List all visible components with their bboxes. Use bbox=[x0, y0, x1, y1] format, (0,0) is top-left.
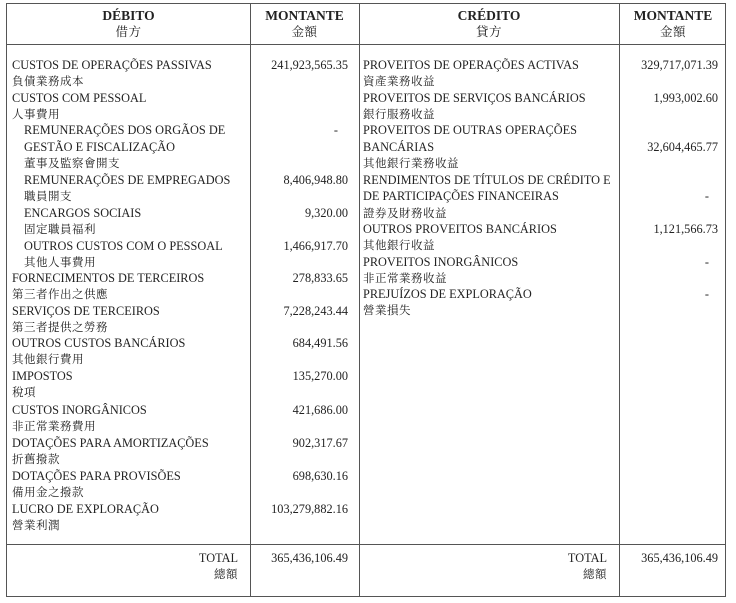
amount2-header bbox=[619, 8, 727, 40]
credit-row-label: PREJUÍZOS DE EXPLORAÇÃO bbox=[363, 287, 532, 301]
debit-row-label: ENCARGOS SOCIAIS bbox=[24, 206, 142, 220]
debit-row-label-zh: 第三者提供之勞務 bbox=[12, 320, 108, 334]
credit-row-label-line2: DE PARTICIPAÇÕES FINANCEIRAS bbox=[363, 189, 559, 203]
debit-row-label: IMPOSTOS bbox=[12, 369, 73, 383]
debit-row-label: CUSTOS COM PESSOAL bbox=[12, 91, 147, 105]
debit-row-label-zh: 負債業務成本 bbox=[12, 74, 84, 88]
credit-row-label-zh: 其他銀行收益 bbox=[363, 238, 435, 252]
debit-row-label: REMUNERAÇÕES DOS ORGÃOS DE bbox=[24, 123, 226, 137]
debit-row-amount: 902,317.67 bbox=[292, 436, 348, 450]
credit-row-label: OUTROS PROVEITOS BANCÁRIOS bbox=[363, 222, 557, 236]
credit-row-amount: 32,604,465.77 bbox=[647, 140, 718, 154]
credit-row-label: PROVEITOS DE OPERAÇÕES ACTIVAS bbox=[363, 58, 579, 72]
credit-row-label: PROVEITOS DE OUTRAS OPERAÇÕES bbox=[363, 123, 577, 137]
debit-row-label-zh: 固定職員福利 bbox=[24, 222, 96, 236]
credit-header-pt: CRÉDITO bbox=[457, 8, 521, 23]
debit-row-label-line2: GESTÃO E FISCALIZAÇÃO bbox=[24, 140, 175, 154]
debit-row-label: CUSTOS DE OPERAÇÕES PASSIVAS bbox=[12, 58, 212, 72]
debit-row-amount: 421,686.00 bbox=[292, 403, 348, 417]
credit-row-amount: - bbox=[704, 189, 709, 203]
debit-row-label: FORNECIMENTOS DE TERCEIROS bbox=[12, 271, 205, 285]
credit-row-amount: 1,993,002.60 bbox=[653, 91, 718, 105]
amount2-header-zh: 金額 bbox=[659, 24, 686, 39]
debit-row-amount: 278,833.65 bbox=[292, 271, 348, 285]
amount2-header-pt: MONTANTE bbox=[633, 8, 713, 23]
debit-row-label-zh: 稅項 bbox=[12, 385, 36, 399]
amount-header bbox=[250, 8, 359, 40]
credit-row-label: PROVEITOS DE SERVIÇOS BANCÁRIOS bbox=[363, 91, 586, 105]
credit-total-amount: 365,436,106.49 bbox=[641, 551, 718, 565]
debit-row-amount: 698,630.16 bbox=[292, 469, 348, 483]
total-divider bbox=[7, 544, 725, 545]
amount-header-zh: 金額 bbox=[291, 24, 318, 39]
credit-total-label-zh: 總額 bbox=[583, 567, 607, 581]
credit-row-amount: - bbox=[704, 255, 709, 269]
debit-total-label-zh: 總額 bbox=[214, 567, 238, 581]
credit-row-label: RENDIMENTOS DE TÍTULOS DE CRÉDITO E bbox=[363, 173, 611, 187]
debit-row-label-zh: 折舊撥款 bbox=[12, 452, 60, 466]
credit-row-label-zh: 非正常業務收益 bbox=[363, 271, 447, 285]
debit-row-label-zh: 人事費用 bbox=[12, 107, 60, 121]
debit-row-label-zh: 其他銀行費用 bbox=[12, 352, 84, 366]
column-divider bbox=[359, 4, 360, 596]
debit-row-amount: - bbox=[333, 123, 338, 137]
credit-header-zh: 貸方 bbox=[475, 24, 502, 39]
debit-row-label-zh: 非正常業務費用 bbox=[12, 419, 96, 433]
credit-header bbox=[359, 8, 619, 40]
debit-row-amount: 1,466,917.70 bbox=[283, 239, 348, 253]
debit-row-label: LUCRO DE EXPLORAÇÃO bbox=[12, 502, 159, 516]
debit-row-label-zh: 董事及監察會開支 bbox=[24, 156, 120, 170]
credit-row-label-zh: 銀行服務收益 bbox=[363, 107, 435, 121]
debit-header bbox=[7, 8, 250, 40]
debit-header-zh: 借方 bbox=[115, 24, 142, 39]
debit-total-amount: 365,436,106.49 bbox=[271, 551, 348, 565]
debit-row-label: REMUNERAÇÕES DE EMPREGADOS bbox=[24, 173, 231, 187]
debit-row-amount: 9,320.00 bbox=[304, 206, 348, 220]
debit-total-label: TOTAL bbox=[198, 551, 238, 565]
debit-row-amount: 241,923,565.35 bbox=[271, 58, 348, 72]
debit-row-label: DOTAÇÕES PARA PROVISÕES bbox=[12, 469, 181, 483]
credit-row-label-zh: 證券及財務收益 bbox=[363, 206, 447, 220]
credit-row-label-zh: 資產業務收益 bbox=[363, 74, 435, 88]
header-divider bbox=[7, 44, 725, 45]
credit-row-amount: - bbox=[704, 287, 709, 301]
credit-row-label-zh: 其他銀行業務收益 bbox=[363, 156, 459, 170]
credit-row-amount: 329,717,071.39 bbox=[641, 58, 718, 72]
debit-row-amount: 684,491.56 bbox=[292, 336, 348, 350]
debit-row-label-zh: 第三者作出之供應 bbox=[12, 287, 108, 301]
credit-total-label: TOTAL bbox=[567, 551, 607, 565]
debit-row-label: CUSTOS INORGÂNICOS bbox=[12, 403, 147, 417]
debit-row-amount: 7,228,243.44 bbox=[283, 304, 348, 318]
debit-header-pt: DÉBITO bbox=[102, 8, 155, 23]
debit-row-label-zh: 備用金之撥款 bbox=[12, 485, 84, 499]
debit-row-label: OUTROS CUSTOS BANCÁRIOS bbox=[12, 336, 186, 350]
amount-header-pt: MONTANTE bbox=[265, 8, 344, 23]
profit-loss-table bbox=[6, 3, 726, 597]
debit-row-label-zh: 營業利潤 bbox=[12, 518, 60, 532]
debit-row-label: OUTROS CUSTOS COM O PESSOAL bbox=[24, 239, 223, 253]
debit-row-label: SERVIÇOS DE TERCEIROS bbox=[12, 304, 160, 318]
credit-row-amount: 1,121,566.73 bbox=[653, 222, 718, 236]
debit-row-amount: 8,406,948.80 bbox=[283, 173, 348, 187]
debit-row-label-zh: 職員開支 bbox=[24, 189, 72, 203]
credit-row-label-zh: 營業損失 bbox=[363, 303, 411, 317]
debit-row-amount: 103,279,882.16 bbox=[271, 502, 348, 516]
credit-row-label-line2: BANCÁRIAS bbox=[363, 140, 435, 154]
debit-row-amount: 135,270.00 bbox=[292, 369, 348, 383]
debit-row-label-zh: 其他人事費用 bbox=[24, 255, 96, 269]
column-divider bbox=[619, 4, 620, 596]
debit-row-label: DOTAÇÕES PARA AMORTIZAÇÕES bbox=[12, 436, 209, 450]
column-divider bbox=[250, 4, 251, 596]
credit-row-label: PROVEITOS INORGÂNICOS bbox=[363, 255, 519, 269]
